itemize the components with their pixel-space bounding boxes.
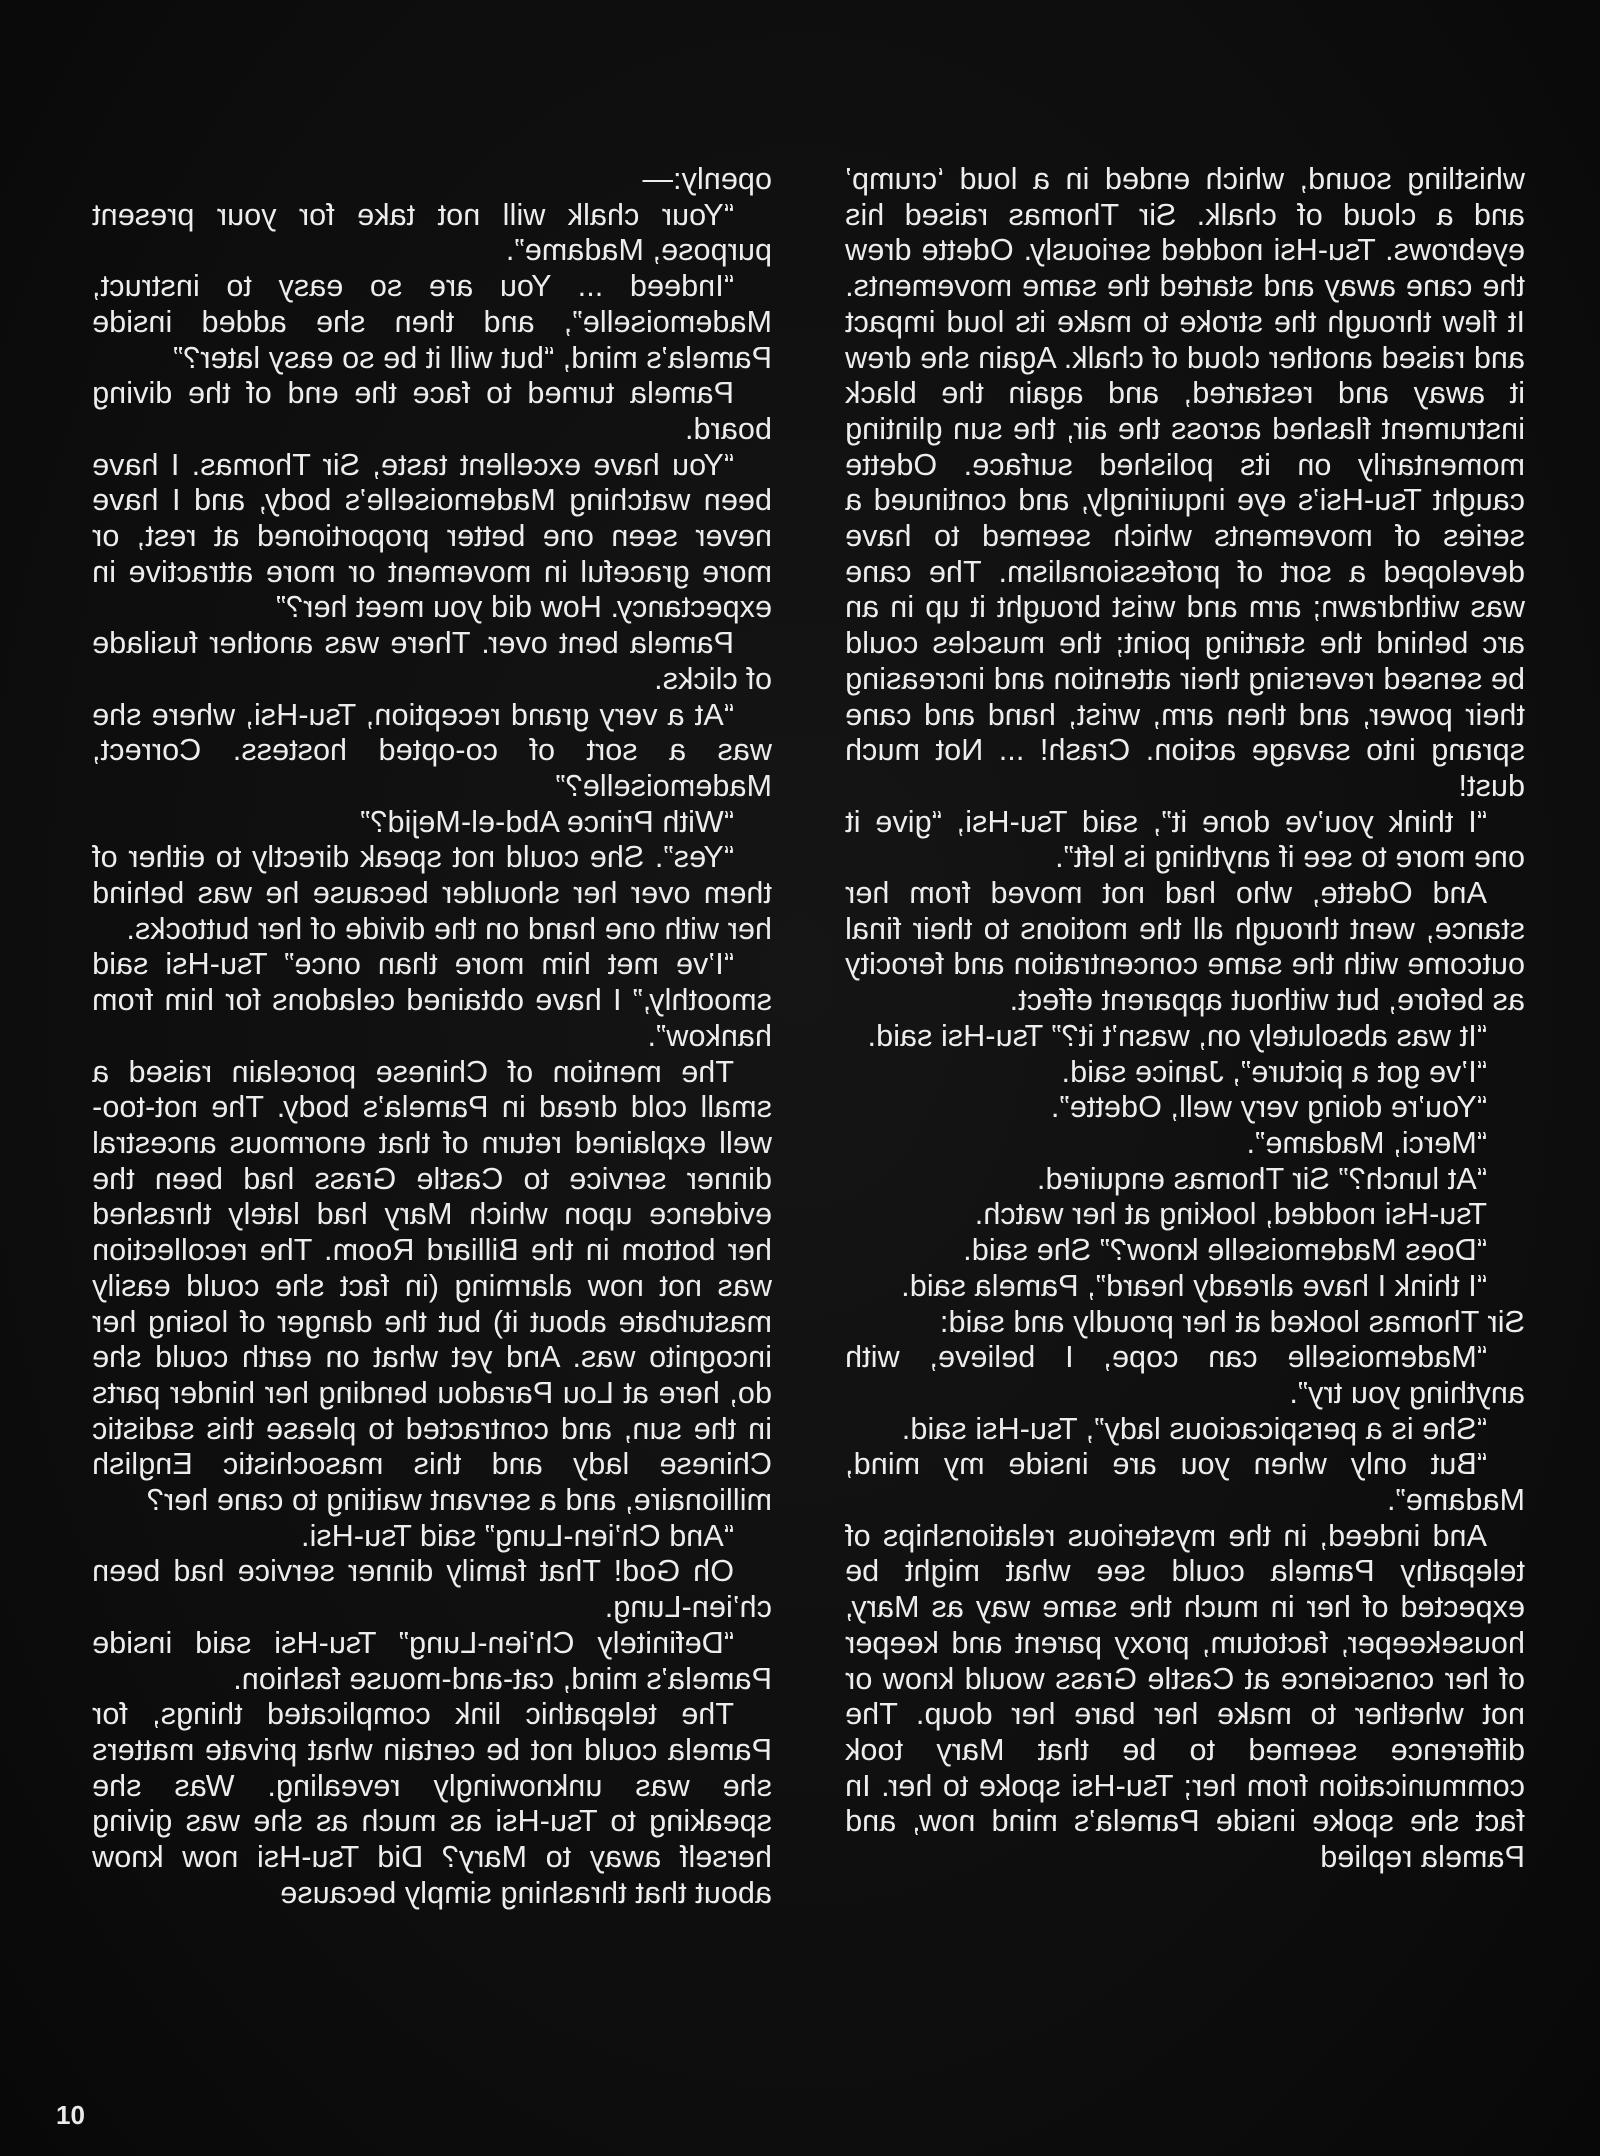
paragraph: “You’re doing very well, Odette”.: [1050, 1090, 1487, 1125]
paragraph: Pamela turned to face the end of the diving board.: [92, 376, 772, 446]
paragraph: whistling sound, which ended in a loud ‘crump’ and a cloud of chalk. Sir Thomas raised his eyebrows. Tsu-Hsi nodded seriously. Odette drew the cane away and started the same movements. It flew through the stroke to make its loud impact and raised another cloud of chalk. Again she drew it away and restarted, and again the black instrument flashed across the air, the sun glinting momentarily on its polished surface. Odette caught Tsu-Hsi’s eye inquiringly, and continued a series of movements which seemed to have developed a sort of professionalism. The cane was withdrawn; arm and wrist brought it up in an arc behind the starting point; the muscles could be sensed reversing their attention and increasing their power, and then arm, wrist, hand and cane sprang into savage action. Crash! ... Not much dust!: [845, 162, 1525, 803]
paragraph: “At a very grand reception, Tsu-Hsi, where she was a sort of co-opted hostess. Correct, Mademoiselle?”: [92, 697, 772, 803]
paragraph: “And Ch’ien-Lung” said Tsu-Hsi.: [300, 1518, 734, 1553]
text-column-2: [92, 162, 772, 1911]
paragraph: “Indeed ... You are so easy to instruct, Mademoiselle”, and then she added inside Pamela’s mind, “but will it be so easy later?”: [92, 269, 772, 375]
paragraph: “Definitely Ch’ien-Lung” Tsu-Hsi said inside Pamela’s mind, cat-and-mouse fashion.: [92, 1625, 772, 1696]
page-number: 10: [56, 2100, 85, 2130]
paragraph: “I think you’ve done it”, said Tsu-Hsi, “give it one more to see if anything is left”.: [845, 804, 1525, 875]
paragraph: “I’ve got a picture”, Janice said.: [1061, 1054, 1487, 1089]
paragraph: “With Prince Abd-el-Mejid?”: [360, 804, 734, 839]
paragraph: “Yes”. She could not speak directly to either of them over her shoulder because he was behind her with one hand on the divide of her buttocks.: [92, 840, 772, 946]
paragraph: “But only when you are inside my mind, Madame”.: [845, 1447, 1525, 1518]
paragraph: Tsu-Hsi nodded, looking at her watch.: [974, 1197, 1487, 1232]
paragraph: And Odette, who had not moved from her stance, went through all the motions to their final outcome with the same concentration and ferocity as before, but without apparent effect.: [845, 876, 1525, 1018]
paragraph: “Merci, Madame”.: [1246, 1125, 1487, 1160]
paragraph: “I’ve met him more than once” Tsu-Hsi said smoothly,” I have obtained celadons for him from hankow”.: [92, 947, 772, 1053]
paragraph: The mention of Chinese porcelain raised a small cold dread in Pamela’s body. The not-too-well explained return of that enormous ancestral dinner service to Castle Grass had been the evidence upon which Mary had lately thrashed her bottom in the Billiard Room. The recollection was not now alarming (in fact she could easily masturbate about it) but the danger of losing her incognito was. And yet what on earth could she do, here at Lou Paradou bending her hinder parts in the sun, and contracted to please this sadistic Chinese lady and this masochistic English millionaire, and a servant waiting to cane her?: [92, 1054, 772, 1518]
paragraph: “Your chalk will not take for your present purpose, Madame”.: [92, 197, 772, 268]
paragraph: And indeed, in the mysterious relationships of telepathy Pamela could see what might be expected of her in much the same way as Mary, housekeeper, factotum, proxy parent and keeper of her conscience at Castle Grass would know or not whether to make her bare her doup. The difference seemed to be that Mary took communication from her; Tsu-Hsi spoke to her. In fact she spoke inside Pamela’s mind now, and Pamela replied: [845, 1518, 1525, 1875]
paragraph: Sir Thomas looked at her proudly and said:: [939, 1304, 1525, 1339]
paragraph: “Mademoiselle can cope, I believe, with anything you try”.: [845, 1340, 1525, 1410]
paragraph: “You have excellent taste, Sir Thomas. I have been watching Mademoiselle’s body, and I have never seen one better proportioned at rest, or more graceful in movement or more attractive in expectancy. How did you meet her?”: [92, 447, 772, 625]
paragraph: “Does Mademoiselle know?” She said.: [963, 1233, 1487, 1268]
text-column-1: [845, 162, 1525, 1876]
paragraph: The telepathic link complicated things, for Pamela could not be certain what private matters she was unknowingly revealing. Was she speaking to Tsu-Hsi as much as she was giving herself away to Mary? Did Tsu-Hsi now know about that thrashing simply because: [92, 1697, 772, 1910]
paragraph: “It was absolutely on, wasn’t it?” Tsu-Hsi said.: [867, 1018, 1487, 1053]
paragraph: openly:—: [642, 162, 772, 196]
paragraph: “I think I have already heard”, Pamela said.: [901, 1268, 1487, 1303]
paragraph: “At lunch?” Sir Thomas enquired.: [1036, 1161, 1487, 1196]
paragraph: “She is a perspicacious lady”, Tsu-Hsi said.: [901, 1411, 1487, 1446]
paragraph: Oh God! That family dinner service had been ch’ien-Lung.: [92, 1554, 772, 1625]
paragraph: Pamela bent over. There was another fusilade of clicks.: [92, 626, 772, 696]
